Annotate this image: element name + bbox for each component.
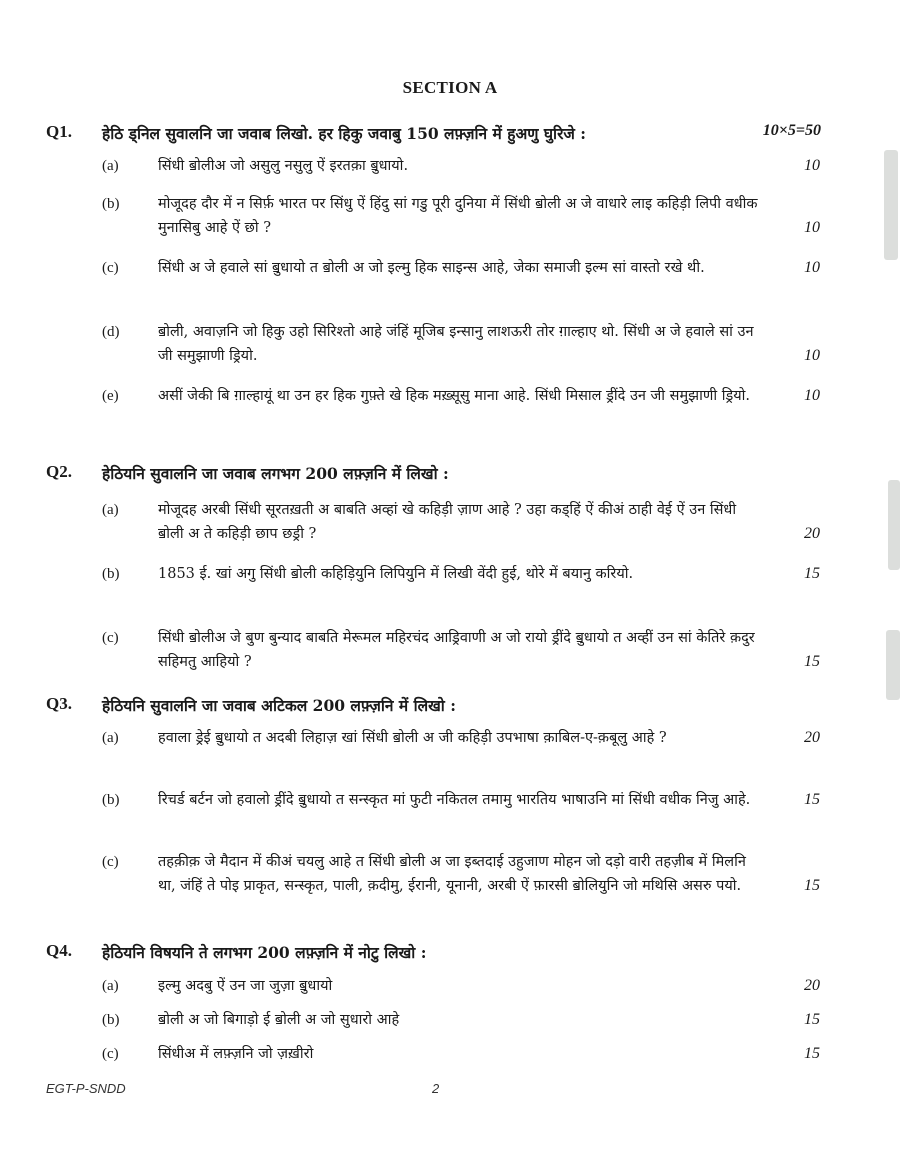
page-number: 2 (432, 1081, 440, 1096)
question-1-item-a (102, 154, 820, 178)
scan-artifact (888, 480, 900, 570)
item-marks: 10 (804, 259, 820, 276)
item-label: (c) (102, 630, 119, 646)
item-text: असीं जेकी बि ग़ाल्हायूं था उन हर हिक गुफ़्ते खे हिक मख़्सूसु माना आहे. सिंधी मिसाल ड्रींदे उन जी समुझाणी ड्रियो. (158, 388, 750, 404)
item-text: रिचर्ड बर्टन जो हवालो ड्रींदे ॿुधायो त सन्स्कृत मां फुटी नकितल तमामु भारतिय भाषाउनि मां सिंधी वधीक निजु आहे. (158, 792, 751, 808)
question-text: हेठियनि सुवालनि जा जवाब अटिकल 200 लफ़्ज़नि में लिखो : (102, 696, 456, 715)
item-label: (a) (102, 502, 119, 518)
question-1-item-e (102, 384, 820, 408)
item-marks: 10 (804, 347, 820, 364)
question-3-item-c (102, 850, 820, 898)
exam-code: EGT-P-SNDD (46, 1081, 126, 1096)
question-3-item-b (102, 788, 820, 812)
item-text: ॿोली अ जो बिगाड़ो ई ॿोली अ जो सुधारो आहे (158, 1012, 400, 1028)
question-1-item-b (102, 192, 820, 240)
item-marks: 20 (804, 729, 820, 746)
item-text: हवाला ड्रेई ॿुधायो त अदबी लिहाज़ खां सिंधी ॿोली अ जी कहिड़ी उपभाषा क़ाबिल-ए-क़बूलु आहे ? (158, 730, 667, 746)
section-title: SECTION A (402, 78, 498, 97)
scan-artifact (886, 630, 900, 700)
item-marks: 10 (804, 387, 820, 404)
item-marks: 10 (804, 219, 820, 236)
item-marks: 20 (804, 977, 820, 994)
item-marks: 20 (804, 525, 820, 542)
item-marks: 15 (804, 877, 820, 894)
item-label: (c) (102, 854, 119, 870)
item-label: (a) (102, 158, 119, 174)
item-text: सिंधी ॿोलीअ जो असुलु नसुलु ऐं इरतक़ा ॿुधायो. (158, 158, 409, 174)
item-label: (b) (102, 792, 120, 808)
item-text: सिंधी ॿोलीअ जे बुण बुन्याद बाबति मेरूमल महिरचंद आड्रिवाणी अ जो रायो ड्रींदे ॿुधायो त अव्हीं उन सां केतिरे क़दुर सहिमतु आहियो ? (158, 630, 755, 670)
question-2-item-c (102, 626, 820, 674)
item-text: 1853 ई. खां अगु सिंधी ॿोली कहिड़ियुनि लिपियुनि में लिखी वेंदी हुई, थोरे में बयानु करियो. (158, 566, 634, 582)
item-label: (b) (102, 566, 120, 582)
item-label: (a) (102, 978, 119, 994)
question-text: हेठियनि विषयनि ते लगभग 200 लफ़्ज़नि में नोटु लिखो : (102, 943, 427, 962)
question-4-item-c (102, 1042, 820, 1066)
item-label: (d) (102, 324, 120, 340)
item-marks: 10 (804, 157, 820, 174)
question-text: हेठि ड्निल सुवालनि जा जवाब लिखो. हर हिकु जवाबु 150 लफ़्ज़नि में हुअणु घुरिजे : (102, 124, 587, 143)
item-label: (e) (102, 388, 119, 404)
item-marks: 15 (804, 653, 820, 670)
question-number: Q2. (46, 462, 72, 481)
item-text: इल्मु अदबु ऐं उन जा जुज़ा ॿुधायो (158, 978, 333, 994)
question-number: Q1. (46, 122, 72, 141)
question-2-item-b (102, 562, 820, 586)
item-text: सिंधी अ जे हवाले सां ॿुधायो त ॿोली अ जो इल्मु हिक साइन्स आहे, जेका समाजी इल्म सां वास्तो रखे थी. (158, 260, 705, 276)
question-1-item-d (102, 320, 820, 368)
question-1-item-c (102, 256, 820, 280)
item-label: (b) (102, 196, 120, 212)
question-4-item-a (102, 974, 820, 998)
item-text: ॿोली, अवाज़नि जो हिकु उहो सिरिश्तो आहे जंहिं मूजिब इन्सानु लाशऊरी तोर ग़ाल्हाए थो. सिंधी अ जे हवाले सां उन जी समुझाणी ड्रियो. (158, 324, 754, 364)
scan-artifact (884, 150, 898, 260)
item-marks: 15 (804, 791, 820, 808)
item-label: (b) (102, 1012, 120, 1028)
question-text: हेठियनि सुवालनि जा जवाब लगभग 200 लफ़्ज़नि में लिखो : (102, 464, 449, 483)
item-label: (a) (102, 730, 119, 746)
item-text: मोजूदह दौर में न सिर्फ़ भारत पर सिंधु ऐं हिंदु सां गडु पूरी दुनिया में सिंधी ॿोली अ जे वाधारे लाइ कहिड़ी लिपी वधीक मुनासिबु आहे ऐं छो ? (158, 196, 758, 236)
question-4-item-b (102, 1008, 820, 1032)
item-marks: 15 (804, 565, 820, 582)
question-marks: 10×5=50 (762, 122, 821, 139)
item-marks: 15 (804, 1011, 820, 1028)
item-label: (c) (102, 1046, 119, 1062)
question-number: Q4. (46, 941, 72, 960)
question-2-item-a (102, 498, 820, 546)
item-text: मोजूदह अरबी सिंधी सूरतख़ती अ बाबति अव्हां खे कहिड़ी ज़ाण आहे ? उहा कड्हिं ऐं कीअं ठाही वेई ऐं उन सिंधी ॿोली अ ते कहिड़ी छाप छड्री ? (158, 502, 737, 542)
item-marks: 15 (804, 1045, 820, 1062)
question-3-item-a (102, 726, 820, 750)
item-text: सिंधीअ में लफ़्ज़नि जो ज़ख़ीरो (158, 1046, 314, 1062)
question-number: Q3. (46, 694, 72, 713)
item-text: तहक़ीक़ जे मैदान में कीअं चयलु आहे त सिंधी ॿोली अ जा इब्तदाई उहुजाण मोहन जो दड़ो वारी तहज़ीब में मिलनि था, जंहिं ते पोइ प्राकृत, सन्स्कृत, पाली, क़दीमु, ईरानी, यूनानी, अरबी ऐं फ़ारसी ॿोलियुनि जो मथिसि असरु पयो. (158, 854, 746, 894)
item-label: (c) (102, 260, 119, 276)
